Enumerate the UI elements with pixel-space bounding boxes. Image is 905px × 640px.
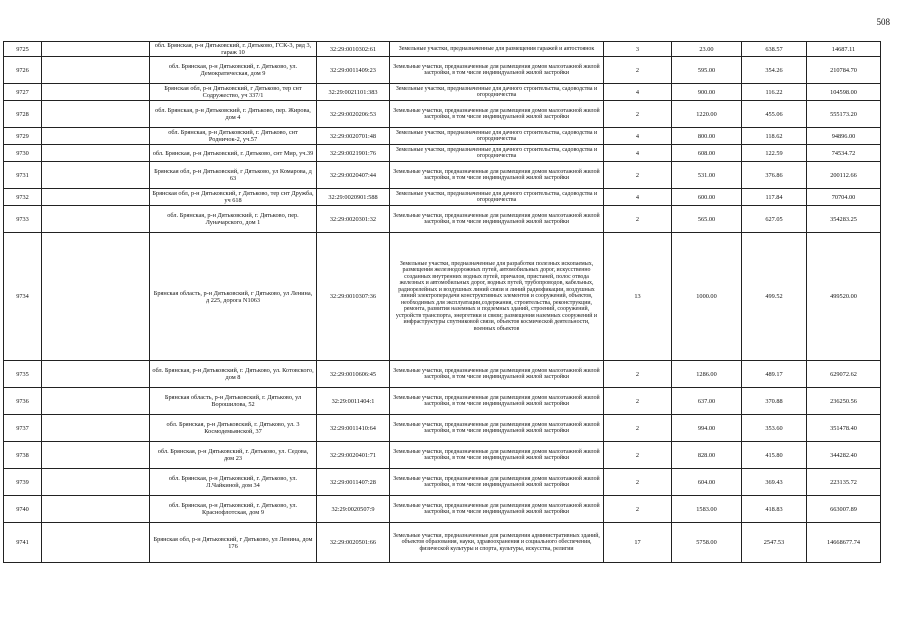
- cell-number: 9730: [4, 145, 42, 162]
- cell-cadastral-number: 32:29:0010307:36: [317, 233, 390, 361]
- page-number: 508: [876, 17, 890, 27]
- cell-cadastral-number: 32:29:0020901:588: [317, 189, 390, 206]
- land-valuation-table: [3, 41, 881, 563]
- cell-cadastral-value: 499520.00: [807, 233, 881, 361]
- cell-address: обл. Брянская, р-н Дятьковский, г. Дятьково, ул. 3 Космодемьянской, 37: [150, 415, 317, 442]
- cell-group: 2: [604, 415, 672, 442]
- cell-cadastral-value: 14668677.74: [807, 523, 881, 563]
- cell-address: обл. Брянская, р-н Дятьковский, г. Дятьково, пер. Жирова, дом 4: [150, 101, 317, 128]
- cell-specific-value: 116.22: [742, 84, 807, 101]
- cell-group: 2: [604, 57, 672, 84]
- cell-group: 2: [604, 101, 672, 128]
- cell-cadastral-value: 629072.62: [807, 361, 881, 388]
- cell-group: 13: [604, 233, 672, 361]
- cell-number: 9733: [4, 206, 42, 233]
- cell-cadastral-number: 32:29:0020301:32: [317, 206, 390, 233]
- cell-land-use: Земельные участки, предназначенные для дачного строительства, садоводства и огородничества: [390, 128, 604, 145]
- cell-cadastral-value: 104598.00: [807, 84, 881, 101]
- cell-address: Брянская обл, р-н Дятьковский, г Дятьково, тер снт Содружество, уч 337/1: [150, 84, 317, 101]
- table-row: [4, 361, 881, 388]
- cell-specific-value: 2547.53: [742, 523, 807, 563]
- cell-cadastral-number: 32:29:0020507:9: [317, 496, 390, 523]
- cell-area: 1583.00: [672, 496, 742, 523]
- cell-cadastral-value: 555173.20: [807, 101, 881, 128]
- table-row: [4, 57, 881, 84]
- cell-group: 2: [604, 206, 672, 233]
- cell-group: 4: [604, 145, 672, 162]
- cell-group: 2: [604, 388, 672, 415]
- cell-area: 994.00: [672, 415, 742, 442]
- table-row: [4, 388, 881, 415]
- cell-number: 9735: [4, 361, 42, 388]
- cell-area: 5758.00: [672, 523, 742, 563]
- table-row: [4, 415, 881, 442]
- cell-number: 9729: [4, 128, 42, 145]
- cell-empty: [42, 128, 150, 145]
- cell-land-use: Земельные участки, предназначенные для размещения домов малоэтажной жилой застройки, в том числе индивидуальной жилой застройки: [390, 496, 604, 523]
- cell-land-use: Земельные участки, предназначенные для дачного строительства, садоводства и огородничества: [390, 145, 604, 162]
- table-row: [4, 162, 881, 189]
- cell-area: 600.00: [672, 189, 742, 206]
- cell-land-use: Земельные участки, предназначенные для дачного строительства, садоводства и огородничества: [390, 189, 604, 206]
- cell-cadastral-number: 32:29:0020401:71: [317, 442, 390, 469]
- cell-specific-value: 455.06: [742, 101, 807, 128]
- cell-cadastral-value: 354283.25: [807, 206, 881, 233]
- cell-address: обл. Брянская, р-н Дятьковский, г. Дятьково, пер. Луначарского, дом 1: [150, 206, 317, 233]
- cell-area: 565.00: [672, 206, 742, 233]
- table-row: [4, 42, 881, 57]
- cell-empty: [42, 442, 150, 469]
- cell-land-use: Земельные участки, предназначенные для размещения административных зданий, объектов образования, науки, здравоохранения и социального обеспечения, физической культуры и спорта, культуры, искусства, религии: [390, 523, 604, 563]
- table-row: [4, 523, 881, 563]
- cell-land-use: Земельные участки, предназначенные для размещения домов малоэтажной жилой застройки, в том числе индивидуальной жилой застройки: [390, 442, 604, 469]
- cell-number: 9740: [4, 496, 42, 523]
- cell-number: 9736: [4, 388, 42, 415]
- cell-land-use: Земельные участки, предназначенные для размещения домов малоэтажной жилой застройки, в том числе индивидуальной жилой застройки: [390, 162, 604, 189]
- table-row: [4, 84, 881, 101]
- cell-specific-value: 418.83: [742, 496, 807, 523]
- cell-number: 9725: [4, 42, 42, 57]
- cell-group: 2: [604, 442, 672, 469]
- cell-cadastral-number: 32:29:0011404:1: [317, 388, 390, 415]
- cell-number: 9734: [4, 233, 42, 361]
- table-body: [4, 42, 881, 563]
- cell-empty: [42, 469, 150, 496]
- cell-land-use: Земельные участки, предназначенные для размещения домов малоэтажной жилой застройки, в том числе индивидуальной жилой застройки: [390, 415, 604, 442]
- cell-land-use: Земельные участки, предназначенные для размещения домов малоэтажной жилой застройки, в том числе индивидуальной жилой застройки: [390, 469, 604, 496]
- cell-empty: [42, 388, 150, 415]
- cell-cadastral-value: 74534.72: [807, 145, 881, 162]
- cell-specific-value: 354.26: [742, 57, 807, 84]
- cell-cadastral-number: 32:29:0020501:66: [317, 523, 390, 563]
- cell-specific-value: 118.62: [742, 128, 807, 145]
- cell-cadastral-number: 32:29:0010606:45: [317, 361, 390, 388]
- cell-empty: [42, 42, 150, 57]
- cell-specific-value: 117.84: [742, 189, 807, 206]
- cell-group: 3: [604, 42, 672, 57]
- table-row: [4, 206, 881, 233]
- cell-number: 9739: [4, 469, 42, 496]
- cell-area: 604.00: [672, 469, 742, 496]
- cell-group: 2: [604, 469, 672, 496]
- cell-specific-value: 122.59: [742, 145, 807, 162]
- cell-number: 9732: [4, 189, 42, 206]
- cell-cadastral-value: 663007.89: [807, 496, 881, 523]
- cell-address: обл. Брянская, р-н Дятьковский, г. Дятьково, ул. Котовского, дом 8: [150, 361, 317, 388]
- cell-group: 17: [604, 523, 672, 563]
- table-row: [4, 101, 881, 128]
- table-row: [4, 189, 881, 206]
- cell-cadastral-number: 32:29:0011410:64: [317, 415, 390, 442]
- cell-address: обл. Брянская, р-н Дятьковский, г. Дятьково, снт Мир, уч.39: [150, 145, 317, 162]
- cell-specific-value: 489.17: [742, 361, 807, 388]
- cell-empty: [42, 523, 150, 563]
- cell-number: 9727: [4, 84, 42, 101]
- cell-address: обл. Брянская, р-н Дятьковский, г. Дятьково, ул. Демократическая, дом 9: [150, 57, 317, 84]
- cell-number: 9728: [4, 101, 42, 128]
- cell-empty: [42, 361, 150, 388]
- cell-land-use: Земельные участки, предназначенные для размещения гаражей и автостоянок: [390, 42, 604, 57]
- cell-cadastral-number: 32:29:0021901:76: [317, 145, 390, 162]
- cell-cadastral-value: 223135.72: [807, 469, 881, 496]
- cell-address: обл. Брянская, р-н Дятьковский, г. Дятьково, ГСК-3, ряд 3, гараж 10: [150, 42, 317, 57]
- cell-cadastral-number: 32:29:0011407:28: [317, 469, 390, 496]
- cell-address: Брянская обл, р-н Дятьковский, г Дятьково, тер снт Дружба, уч 618: [150, 189, 317, 206]
- cell-land-use: Земельные участки, предназначенные для дачного строительства, садоводства и огородничества: [390, 84, 604, 101]
- cell-specific-value: 376.86: [742, 162, 807, 189]
- cell-area: 595.00: [672, 57, 742, 84]
- cell-cadastral-number: 32:29:0011409:23: [317, 57, 390, 84]
- cell-area: 1000.00: [672, 233, 742, 361]
- cell-land-use: Земельные участки, предназначенные для размещения домов малоэтажной жилой застройки, в том числе индивидуальной жилой застройки: [390, 361, 604, 388]
- cell-address: Брянская обл, р-н Дятьковский, г Дятьково, ул Ленина, дом 176: [150, 523, 317, 563]
- cell-empty: [42, 415, 150, 442]
- cell-area: 828.00: [672, 442, 742, 469]
- cell-empty: [42, 145, 150, 162]
- cell-area: 1286.00: [672, 361, 742, 388]
- cell-specific-value: 353.60: [742, 415, 807, 442]
- cell-address: обл. Брянская, р-н Дятьковский, г. Дятьково, ул. Краснофлотская, дом 9: [150, 496, 317, 523]
- cell-cadastral-value: 14687.11: [807, 42, 881, 57]
- cell-group: 2: [604, 162, 672, 189]
- table-row: [4, 496, 881, 523]
- cell-cadastral-number: 32:29:0020407:44: [317, 162, 390, 189]
- cell-cadastral-value: 200112.66: [807, 162, 881, 189]
- cell-group: 2: [604, 361, 672, 388]
- table-row: [4, 442, 881, 469]
- cell-area: 1220.00: [672, 101, 742, 128]
- cell-land-use: Земельные участки, предназначенные для размещения домов малоэтажной жилой застройки, в том числе индивидуальной жилой застройки: [390, 206, 604, 233]
- cell-land-use: Земельные участки, предназначенные для размещения домов малоэтажной жилой застройки, в том числе индивидуальной жилой застройки: [390, 57, 604, 84]
- cell-cadastral-value: 236250.56: [807, 388, 881, 415]
- cell-empty: [42, 233, 150, 361]
- cell-cadastral-number: 32:29:0020206:53: [317, 101, 390, 128]
- table-row: [4, 469, 881, 496]
- cell-land-use: Земельные участки, предназначенные для размещения домов малоэтажной жилой застройки, в том числе индивидуальной жилой застройки: [390, 388, 604, 415]
- cell-number: 9741: [4, 523, 42, 563]
- cell-cadastral-value: 344282.40: [807, 442, 881, 469]
- cell-specific-value: 369.43: [742, 469, 807, 496]
- cell-specific-value: 638.57: [742, 42, 807, 57]
- cell-address: обл. Брянская, р-н Дятьковский, г. Дятьково, ул. Седова, дом 23: [150, 442, 317, 469]
- cell-area: 900.00: [672, 84, 742, 101]
- table-row: [4, 145, 881, 162]
- cell-group: 4: [604, 84, 672, 101]
- cell-empty: [42, 206, 150, 233]
- cell-cadastral-value: 351478.40: [807, 415, 881, 442]
- cell-address: Брянская область, р-н Дятьковский, г Дятьково, ул Ленина, д 225, дорога N1063: [150, 233, 317, 361]
- cell-area: 800.00: [672, 128, 742, 145]
- cell-area: 608.00: [672, 145, 742, 162]
- cell-address: Брянская область, р-н Дятьковский, г. Дятьково, ул Ворошилова, 52: [150, 388, 317, 415]
- cell-empty: [42, 57, 150, 84]
- cell-empty: [42, 189, 150, 206]
- cell-specific-value: 499.52: [742, 233, 807, 361]
- cell-number: 9726: [4, 57, 42, 84]
- cell-number: 9731: [4, 162, 42, 189]
- cell-empty: [42, 84, 150, 101]
- cell-group: 2: [604, 496, 672, 523]
- cell-address: обл. Брянская, р-н Дятьковский, г. Дятьково, снт Родничок-2, уч.57: [150, 128, 317, 145]
- cell-land-use: Земельные участки, предназначенные для размещения домов малоэтажной жилой застройки, в том числе индивидуальной жилой застройки: [390, 101, 604, 128]
- cell-cadastral-number: 32:29:0010302:61: [317, 42, 390, 57]
- cell-empty: [42, 496, 150, 523]
- cell-number: 9737: [4, 415, 42, 442]
- cell-specific-value: 415.80: [742, 442, 807, 469]
- cell-cadastral-value: 94896.00: [807, 128, 881, 145]
- cell-area: 23.00: [672, 42, 742, 57]
- cell-group: 4: [604, 128, 672, 145]
- table-row: [4, 233, 881, 361]
- cell-area: 531.00: [672, 162, 742, 189]
- cell-specific-value: 627.05: [742, 206, 807, 233]
- cell-empty: [42, 101, 150, 128]
- cell-empty: [42, 162, 150, 189]
- cell-cadastral-value: 70704.00: [807, 189, 881, 206]
- cell-land-use: Земельные участки, предназначенные для разработки полезных ископаемых, размещения железнодорожных путей, автомобильных дорог, искусственно созданных внутренних водных путей, причалов, пристаней, полос отвода железных и автомобильных дорог, водных путей, трубопроводов, кабельных, радиорелейных и воздушных линий связи и линий радиофикации, воздушных линий электропередачи конструктивных элементов и сооружений, объектов, необходимых для эксплуатации,содержания, строительства, реконструкции, ремонта, развития наземных и подземных зданий, строений, сооружений, устройств транспорта, энергетики и связи; размещения наземных сооружений и инфраструктуры спутниковой связи, объектов космической деятельности, военных объектов: [390, 233, 604, 361]
- cell-cadastral-value: 210784.70: [807, 57, 881, 84]
- cell-cadastral-number: 32:29:0020701:48: [317, 128, 390, 145]
- cell-specific-value: 370.88: [742, 388, 807, 415]
- cell-cadastral-number: 32:29:0021101:383: [317, 84, 390, 101]
- cell-address: Брянская обл, р-н Дятьковский, г Дятьково, ул Комарова, д 63: [150, 162, 317, 189]
- cell-area: 637.00: [672, 388, 742, 415]
- table-row: [4, 128, 881, 145]
- cell-number: 9738: [4, 442, 42, 469]
- cell-group: 4: [604, 189, 672, 206]
- cell-address: обл. Брянская, р-н Дятьковский, г. Дятьково, ул. Л.Чайкиной, дом 34: [150, 469, 317, 496]
